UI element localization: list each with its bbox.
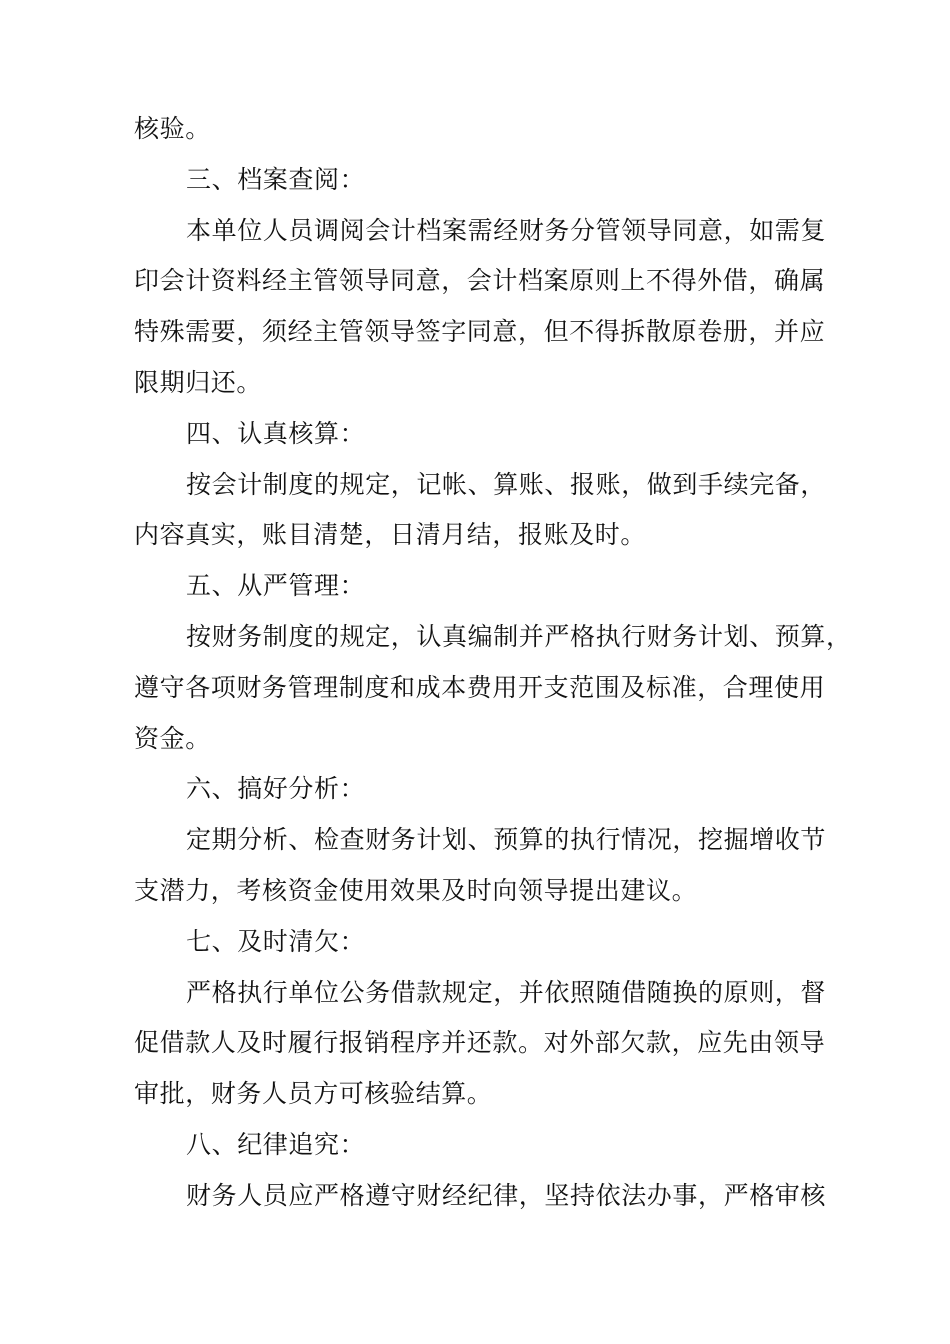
paragraph-line: 内容真实，账目清楚，日清月结，报账及时。 xyxy=(134,520,647,550)
paragraph-line: 严格执行单位公务借款规定，并依照随借随换的原则，督 xyxy=(186,977,827,1007)
paragraph-line: 特殊需要，须经主管领导签字同意，但不得拆散原卷册，并应 xyxy=(134,317,826,347)
paragraph-line: 遵守各项财务管理制度和成本费用开支范围及标准，合理使用 xyxy=(134,672,826,702)
paragraph-line: 按财务制度的规定，认真编制并严格执行财务计划、预算， xyxy=(186,621,852,651)
paragraph-line: 限期归还。 xyxy=(134,367,263,397)
paragraph-line: 本单位人员调阅会计档案需经财务分管领导同意，如需复 xyxy=(186,215,827,245)
section-heading-archive-access: 三、档案查阅： xyxy=(186,164,366,194)
section-heading-strict-management: 五、从严管理： xyxy=(186,571,366,601)
paragraph-line: 资金。 xyxy=(134,723,211,753)
paragraph-line: 按会计制度的规定，记帐、算账、报账，做到手续完备， xyxy=(186,469,827,499)
paragraph-line: 定期分析、检查财务计划、预算的执行情况，挖掘增收节 xyxy=(186,825,827,855)
paragraph-line: 促借款人及时履行报销程序并还款。对外部欠款，应先由领导 xyxy=(134,1028,826,1058)
paragraph-line: 印会计资料经主管领导同意，会计档案原则上不得外借，确属 xyxy=(134,266,826,296)
text-line: 核验。 xyxy=(134,114,211,143)
section-heading-debt-clearing: 七、及时清欠： xyxy=(186,926,366,956)
section-heading-analysis: 六、搞好分析： xyxy=(186,774,366,804)
paragraph-line: 财务人员应严格遵守财经纪律，坚持依法办事，严格审核 xyxy=(186,1180,827,1210)
section-heading-discipline: 八、纪律追究： xyxy=(186,1129,366,1159)
paragraph-line: 审批，财务人员方可核验结算。 xyxy=(134,1079,493,1109)
paragraph-line: 支潜力，考核资金使用效果及时向领导提出建议。 xyxy=(134,875,698,905)
document-body xyxy=(134,104,852,1222)
section-heading-accounting: 四、认真核算： xyxy=(186,418,366,448)
